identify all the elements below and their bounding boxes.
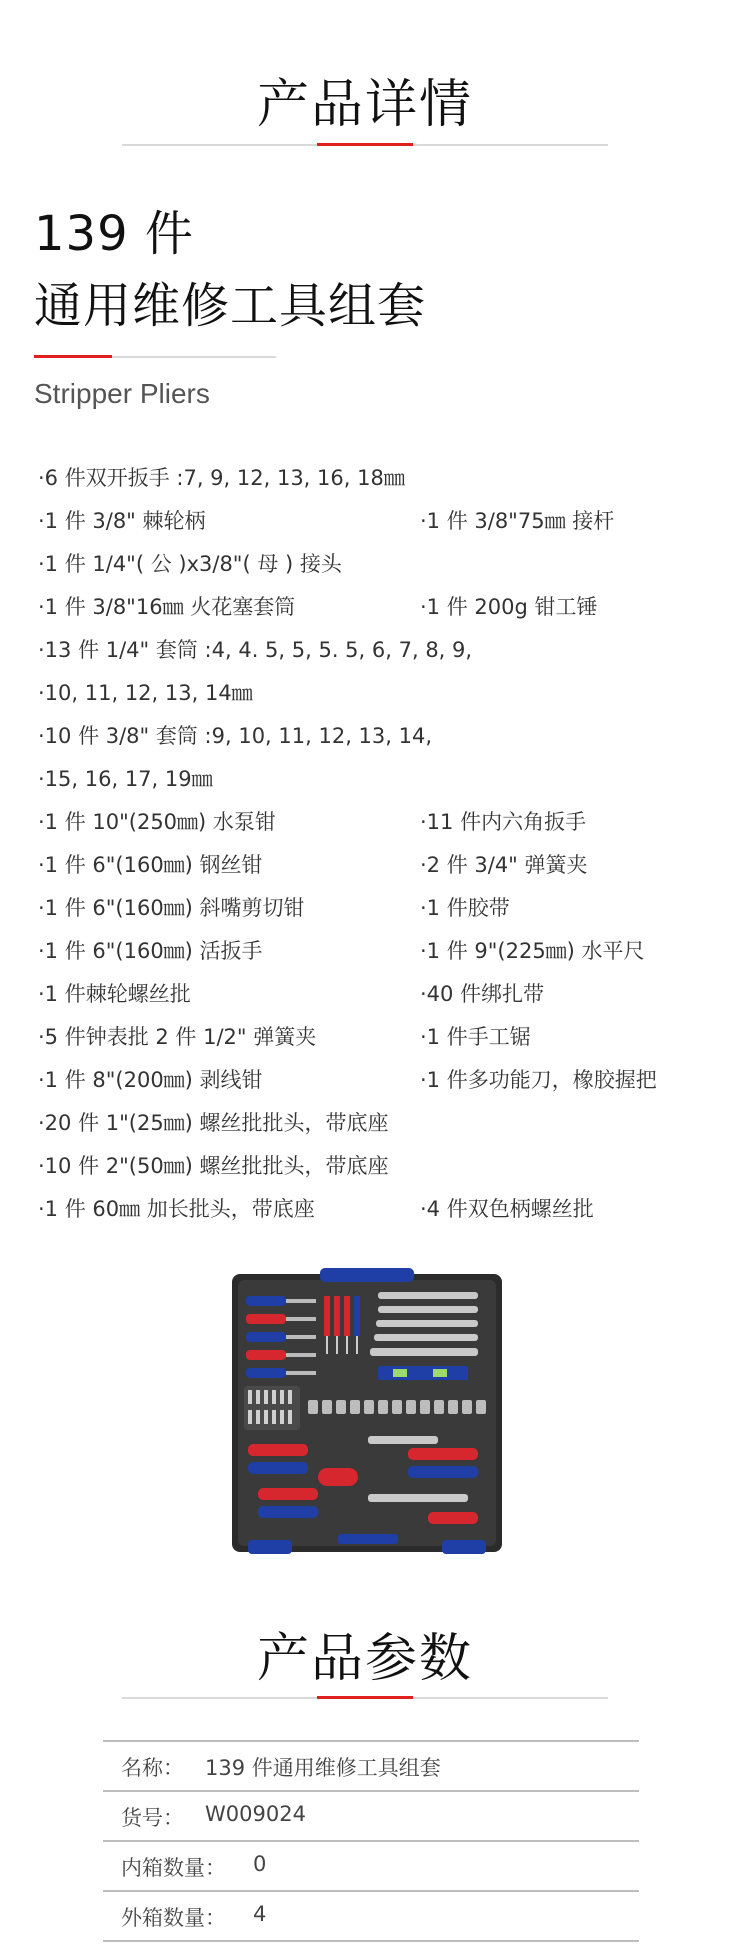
param-row-sku — [103, 1792, 639, 1842]
param-label: 内箱数量： — [121, 1856, 226, 1880]
spec-item: ·1 件 60㎜ 加长批头，带底座 — [38, 1197, 315, 1221]
spec-item: ·1 件 3/8" 棘轮柄 — [38, 509, 206, 533]
param-value: 4 — [253, 1902, 267, 1926]
spec-item: ·1 件 8"(200㎜) 剥线钳 — [38, 1068, 263, 1092]
spec-item: ·11 件内六角扳手 — [420, 810, 587, 834]
param-label: 外箱数量： — [121, 1906, 226, 1930]
spec-item: ·1 件 6"(160㎜) 钢丝钳 — [38, 853, 263, 877]
spec-item: ·1 件 3/8"75㎜ 接杆 — [420, 509, 615, 533]
spec-item: ·1 件 6"(160㎜) 斜嘴剪切钳 — [38, 896, 305, 920]
spec-item: ·1 件手工锯 — [420, 1025, 531, 1049]
spec-item: ·5 件钟表批 2 件 1/2" 弹簧夹 — [38, 1025, 317, 1049]
spec-item: ·13 件 1/4" 套筒 :4, 4. 5, 5, 5. 5, 6, 7, 8, 9, — [38, 638, 473, 662]
param-value: 139 件通用维修工具组套 — [205, 1756, 441, 1780]
spec-item: ·1 件 6"(160㎜) 活扳手 — [38, 939, 263, 963]
spec-item: ·4 件双色柄螺丝批 — [420, 1197, 594, 1221]
spec-item: ·1 件 10"(250㎜) 水泵钳 — [38, 810, 276, 834]
product-title-accent — [34, 355, 112, 358]
spec-item: ·40 件绑扎带 — [420, 982, 545, 1006]
param-row-outer-box — [103, 1892, 639, 1942]
spec-item: ·2 件 3/4" 弹簧夹 — [420, 853, 588, 877]
param-value: 0 — [253, 1852, 267, 1876]
product-title-line2: 通用维修工具组套 — [34, 278, 427, 334]
param-section-title: 产品参数 — [256, 1629, 473, 1689]
spec-item: ·10 件 3/8" 套筒 :9, 10, 11, 12, 13, 14, — [38, 724, 433, 748]
spec-item: ·20 件 1"(25㎜) 螺丝批批头，带底座 — [38, 1111, 389, 1135]
english-name: Stripper Pliers — [34, 378, 210, 409]
spec-item: ·1 件 9"(225㎜) 水平尺 — [420, 939, 645, 963]
spec-item: ·1 件棘轮螺丝批 — [38, 982, 191, 1006]
spec-item: ·10, 11, 12, 13, 14㎜ — [38, 681, 253, 705]
param-row-inner-box — [103, 1842, 639, 1892]
toolkit-case-image — [228, 1268, 506, 1558]
detail-title-accent — [317, 143, 413, 146]
spec-item: ·1 件 3/8"16㎜ 火花塞套筒 — [38, 595, 296, 619]
param-label: 名称： — [121, 1756, 184, 1780]
product-title-line1: 139 件 — [34, 206, 194, 262]
param-title-accent — [317, 1696, 413, 1699]
spec-item: ·1 件 1/4"( 公 )x3/8"( 母 ) 接头 — [38, 552, 342, 576]
spec-item: ·1 件胶带 — [420, 896, 510, 920]
spec-item: ·6 件双开扳手 :7, 9, 12, 13, 16, 18㎜ — [38, 466, 405, 490]
spec-item: ·10 件 2"(50㎜) 螺丝批批头，带底座 — [38, 1154, 389, 1178]
spec-item: ·15, 16, 17, 19㎜ — [38, 767, 213, 791]
spec-item: ·1 件多功能刀，橡胶握把 — [420, 1068, 657, 1092]
param-row-name — [103, 1742, 639, 1792]
detail-section-title: 产品详情 — [256, 75, 473, 135]
param-value: W009024 — [205, 1802, 306, 1826]
spec-item: ·1 件 200g 钳工锤 — [420, 595, 598, 619]
param-label: 货号： — [121, 1806, 184, 1830]
